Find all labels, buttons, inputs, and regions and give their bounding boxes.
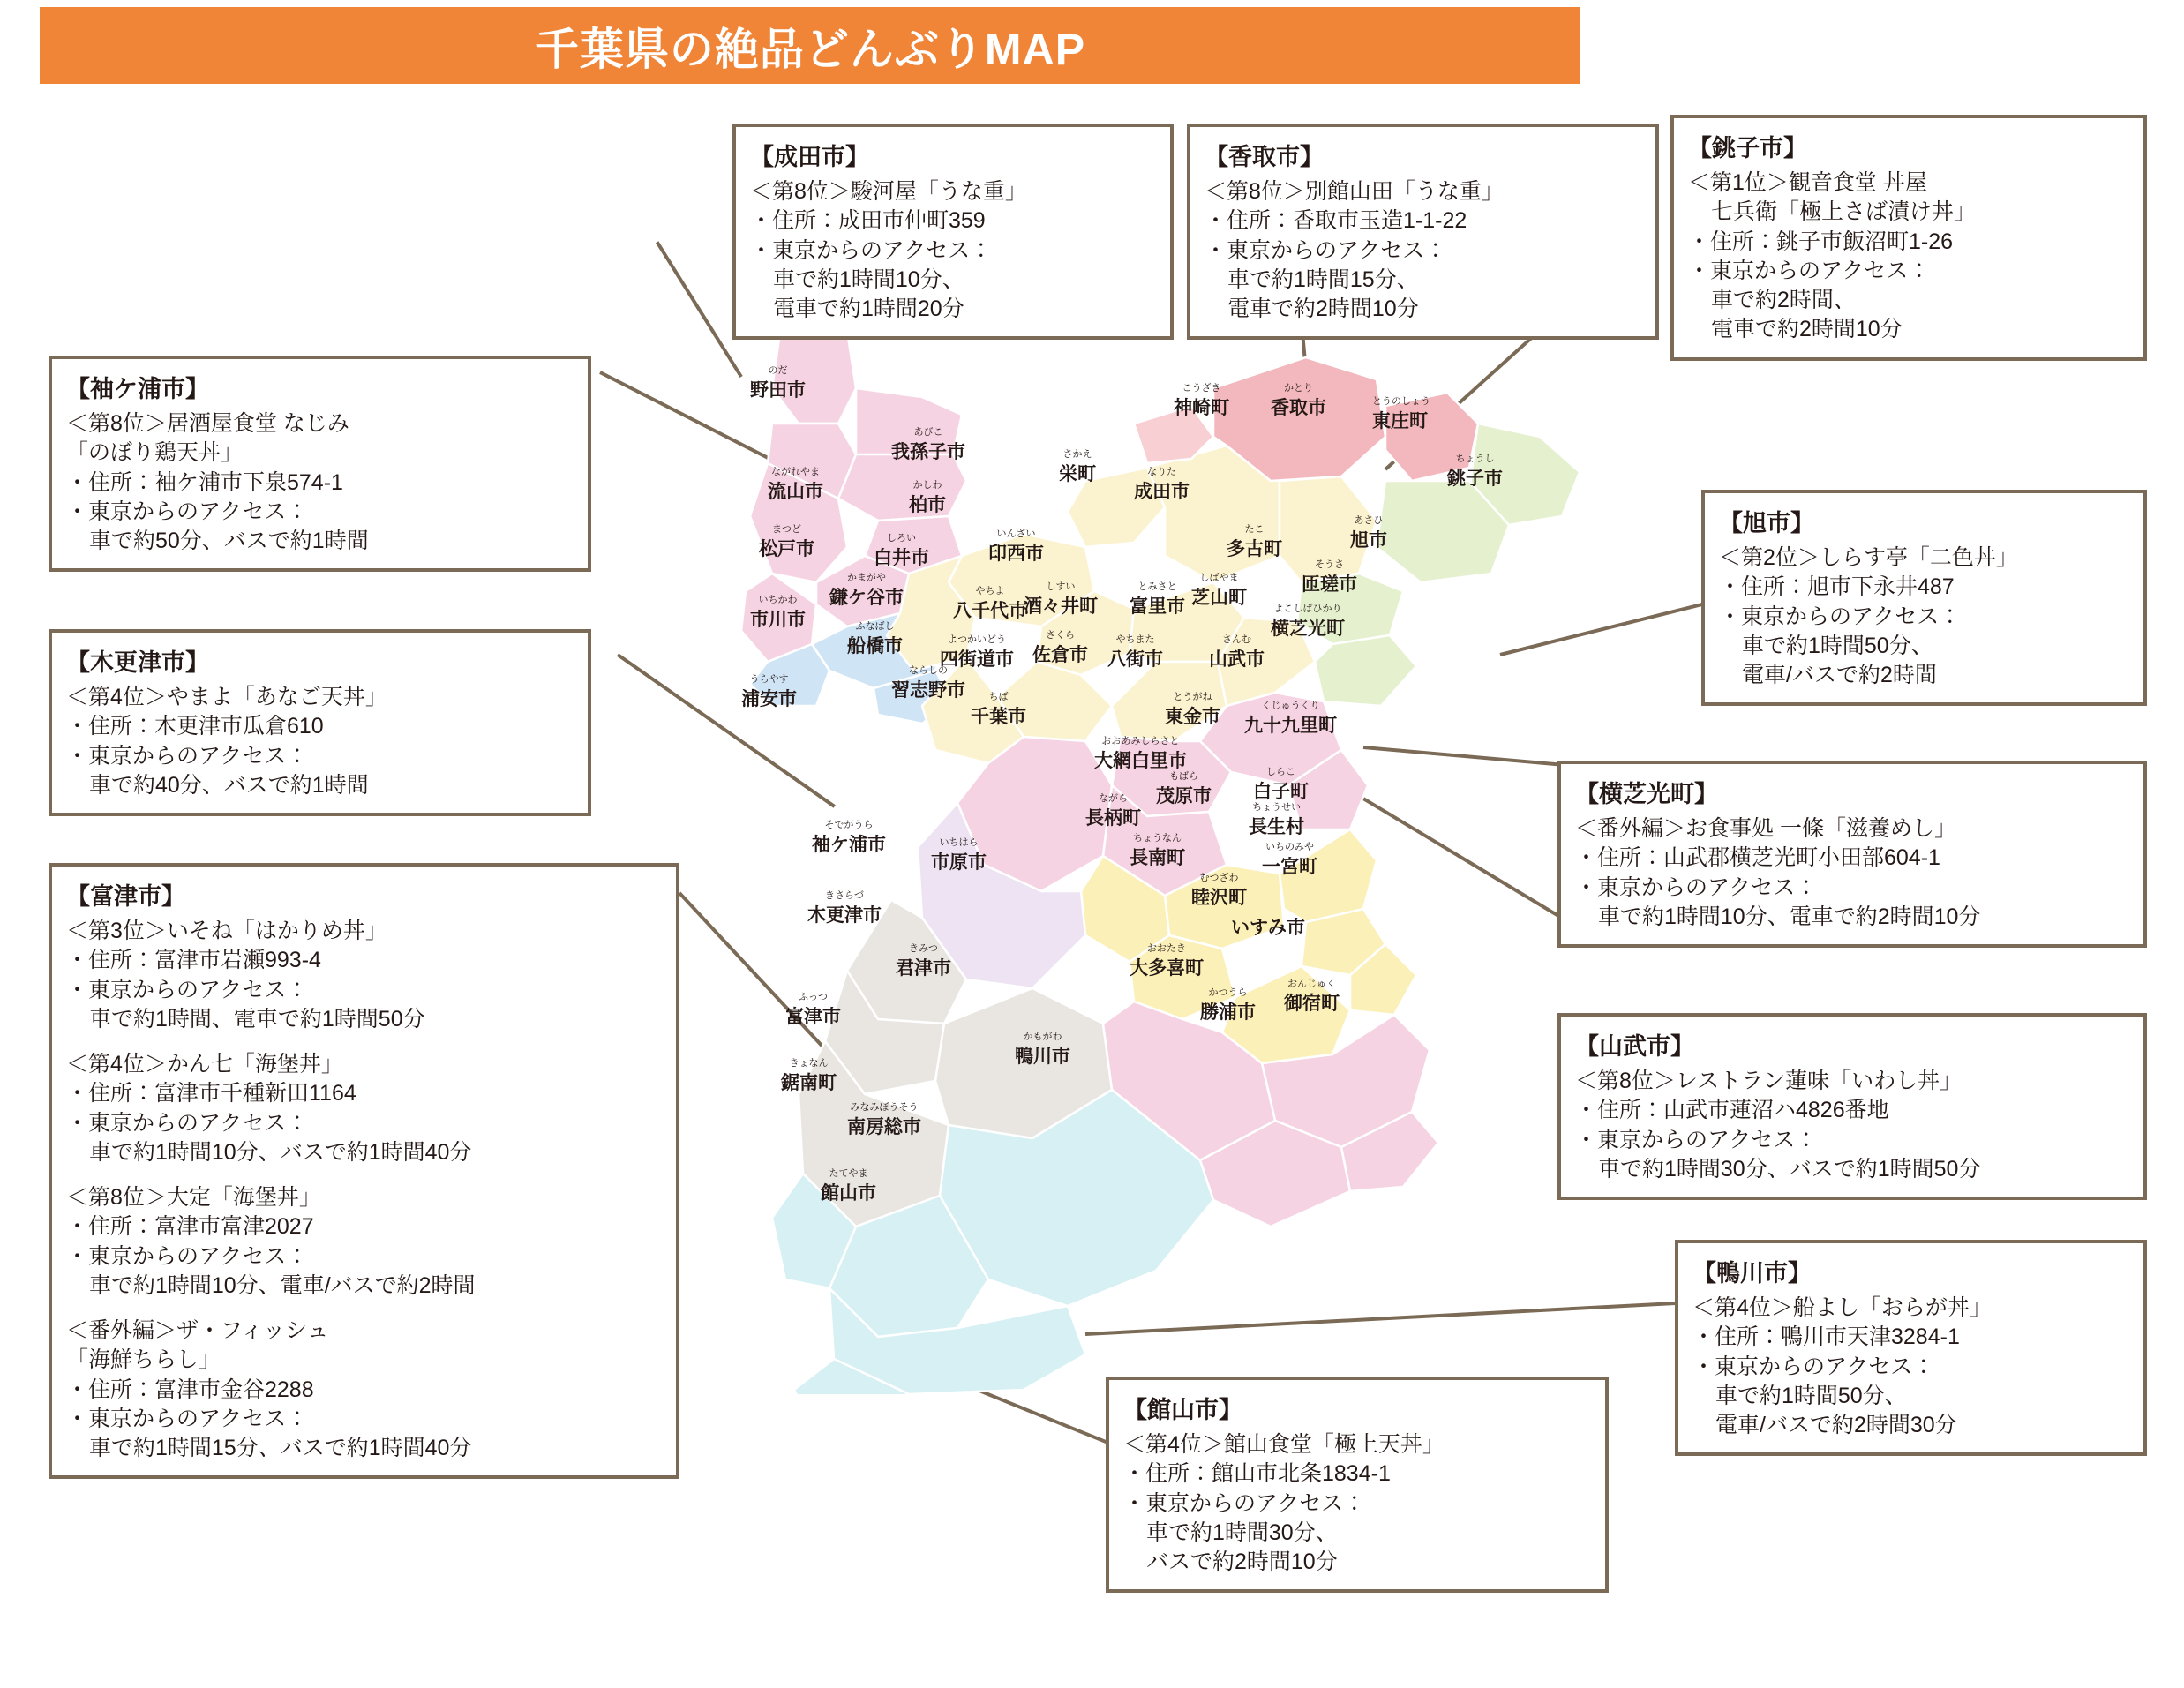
infobox-kamogawa-title: 【鴨川市】 bbox=[1692, 1260, 1812, 1287]
map-label-name: 印西市 bbox=[988, 544, 1044, 564]
map-label-香取市 bbox=[1271, 384, 1326, 420]
map-label-芝山町 bbox=[1191, 574, 1247, 610]
info-line: ・住所：木更津市瓜倉610 bbox=[66, 714, 324, 739]
line-spacer bbox=[66, 1034, 662, 1050]
info-line: ・東京からのアクセス： bbox=[1575, 874, 1818, 900]
map-label-ruby: かしわ bbox=[912, 480, 942, 491]
infobox-narita-title: 【成田市】 bbox=[750, 144, 869, 170]
map-label-ruby: よつかいどう bbox=[948, 634, 1006, 645]
map-label-name: 長南町 bbox=[1130, 848, 1185, 868]
info-line: ＜第8位＞別館山田「うな重」 bbox=[1205, 179, 1504, 204]
map-label-ruby: おんじゅく bbox=[1287, 979, 1336, 989]
map-label-ruby: たこ bbox=[1244, 524, 1265, 535]
infobox-choshi-title: 【銚子市】 bbox=[1688, 135, 1807, 161]
map-label-name: 千葉市 bbox=[971, 707, 1026, 727]
map-label-成田市 bbox=[1134, 468, 1190, 504]
map-label-ruby: きょなん bbox=[789, 1058, 829, 1069]
infobox-narita-body bbox=[750, 177, 1156, 324]
map-label-ruby: いちのみや bbox=[1265, 842, 1314, 852]
info-line: 電車/バスで約2時間 bbox=[1742, 663, 1937, 687]
map-label-ruby: あびこ bbox=[913, 427, 943, 438]
info-line: ・東京からのアクセス： bbox=[66, 1406, 309, 1431]
map-label-name: 流山市 bbox=[768, 482, 823, 502]
map-label-ruby: ちょうし bbox=[1455, 454, 1495, 464]
info-line: 「のぼり鶏天丼」 bbox=[66, 440, 244, 466]
map-label-name: 野田市 bbox=[750, 380, 806, 401]
info-line: 車で約2時間、 bbox=[1711, 288, 1856, 312]
map-label-鎌ケ谷市 bbox=[829, 574, 904, 610]
info-line: ＜第8位＞レストラン蓮味「いわし丼」 bbox=[1575, 1069, 1963, 1093]
map-label-ruby: かつうら bbox=[1208, 987, 1248, 998]
map-label-神崎町 bbox=[1174, 384, 1229, 420]
map-label-長南町 bbox=[1130, 834, 1185, 870]
map-label-南房総市 bbox=[847, 1103, 921, 1139]
map-label-鋸南町 bbox=[781, 1059, 837, 1095]
infobox-choshi bbox=[1670, 115, 2147, 361]
map-label-ruby: くじゅうくり bbox=[1261, 701, 1320, 711]
info-line: 電車で約1時間20分 bbox=[773, 296, 964, 321]
map-label-name: 多古町 bbox=[1227, 539, 1282, 559]
map-label-多古町 bbox=[1227, 525, 1282, 561]
map-label-ruby: あさひ bbox=[1354, 515, 1384, 526]
map-label-ruby: しすい bbox=[1046, 581, 1076, 592]
map-label-ruby: ふっつ bbox=[799, 992, 828, 1002]
map-label-name: 一宮町 bbox=[1262, 857, 1317, 877]
map-label-ruby: おおあみしらさと bbox=[1101, 736, 1180, 746]
map-label-name: 成田市 bbox=[1134, 482, 1190, 502]
map-label-ruby: そうさ bbox=[1315, 559, 1344, 570]
region-kashiwa bbox=[838, 454, 966, 521]
info-line: 電車で約2時間10分 bbox=[1227, 296, 1419, 321]
map-label-東金市 bbox=[1165, 693, 1220, 729]
map-label-ruby: かとり bbox=[1284, 383, 1313, 394]
infobox-futtsu bbox=[49, 863, 679, 1479]
map-label-name: 茂原市 bbox=[1156, 786, 1212, 806]
map-label-ruby: みなみぼうそう bbox=[850, 1102, 919, 1113]
info-line: ・住所：富津市千種新田1164 bbox=[66, 1081, 356, 1107]
map-label-ruby: とうがね bbox=[1173, 692, 1212, 702]
map-label-ruby: もばら bbox=[1169, 771, 1198, 782]
map-label-name: 香取市 bbox=[1271, 398, 1326, 418]
info-line: ・東京からのアクセス： bbox=[66, 743, 309, 769]
info-line: 車で約1時間10分、電車/バスで約2時間 bbox=[89, 1272, 476, 1298]
info-line: ・住所：香取市玉造1-1-22 bbox=[1205, 208, 1467, 234]
infobox-tateyama bbox=[1106, 1377, 1609, 1593]
infobox-futtsu-body bbox=[66, 917, 662, 1463]
map-label-ruby: やちまた bbox=[1115, 634, 1155, 645]
info-line: ・住所：成田市仲町359 bbox=[750, 208, 986, 234]
info-line: ＜第8位＞大定「海堡丼」 bbox=[66, 1185, 321, 1210]
map-label-千葉市 bbox=[971, 693, 1026, 729]
map-label-name: 船橋市 bbox=[847, 636, 903, 656]
info-line: 車で約1時間15分、 bbox=[1227, 266, 1419, 292]
infobox-tateyama-body bbox=[1123, 1430, 1591, 1577]
info-line: 車で約1時間、電車で約1時間50分 bbox=[89, 1006, 425, 1032]
map-label-ruby: いちかわ bbox=[758, 595, 798, 605]
map-label-木更津市 bbox=[807, 891, 882, 927]
map-label-name: 横芝光町 bbox=[1271, 619, 1345, 639]
info-line: ・住所：鴨川市天津3284-1 bbox=[1692, 1324, 1960, 1350]
map-label-佐倉市 bbox=[1032, 631, 1088, 667]
infobox-yokoshibahikari-title: 【横芝光町】 bbox=[1575, 781, 1718, 807]
map-label-栄町 bbox=[1059, 450, 1096, 486]
map-label-習志野市 bbox=[891, 666, 965, 702]
map-label-睦沢町 bbox=[1191, 874, 1247, 910]
map-label-茂原市 bbox=[1156, 772, 1212, 808]
map-label-ruby: しばやま bbox=[1199, 573, 1239, 583]
map-label-横芝光町 bbox=[1271, 604, 1345, 641]
info-line: ・東京からのアクセス： bbox=[750, 237, 993, 263]
map-label-浦安市 bbox=[741, 675, 797, 711]
map-label-name: 勝浦市 bbox=[1200, 1002, 1256, 1023]
info-line: ・東京からのアクセス： bbox=[66, 499, 309, 524]
map-label-name: 習志野市 bbox=[891, 680, 965, 701]
infobox-asahi-body bbox=[1719, 544, 2129, 690]
infobox-choshi-body bbox=[1688, 169, 2129, 345]
map-label-ruby: きみつ bbox=[909, 943, 938, 954]
connector-narita bbox=[656, 241, 743, 378]
map-label-name: 柏市 bbox=[909, 495, 946, 515]
infobox-yokoshibahikari-body bbox=[1575, 814, 2129, 932]
info-line: ・住所：袖ケ浦市下泉574-1 bbox=[66, 469, 343, 495]
map-label-我孫子市 bbox=[891, 428, 965, 464]
infobox-asahi bbox=[1701, 490, 2147, 706]
map-label-ruby: やちよ bbox=[975, 586, 1005, 596]
map-label-東庄町 bbox=[1372, 397, 1430, 433]
info-line: ＜第4位＞館山食堂「極上天丼」 bbox=[1123, 1432, 1445, 1457]
infobox-kisarazu-title: 【木更津市】 bbox=[66, 649, 209, 676]
line-spacer bbox=[66, 1301, 662, 1317]
map-label-銚子市 bbox=[1447, 454, 1503, 491]
map-label-name: 東庄町 bbox=[1372, 411, 1428, 431]
line-spacer bbox=[66, 1167, 662, 1183]
map-label-袖ケ浦市 bbox=[812, 821, 886, 857]
info-line: ＜第4位＞船よし「おらが丼」 bbox=[1692, 1295, 1992, 1320]
info-line: ・住所：山武郡横芝光町小田部604-1 bbox=[1575, 845, 1940, 871]
map-label-ruby: むつざわ bbox=[1199, 873, 1239, 883]
map-label-ruby: よこしばひかり bbox=[1273, 604, 1342, 614]
map-label-name: 松戸市 bbox=[759, 539, 814, 559]
map-label-ruby: しろい bbox=[887, 533, 916, 544]
map-label-ruby: なりた bbox=[1147, 467, 1176, 477]
map-label-name: 長柄町 bbox=[1085, 808, 1141, 829]
info-line: ＜番外編＞お食事処 一條「滋養めし」 bbox=[1575, 816, 1956, 841]
info-line: ＜第8位＞居酒屋食堂 なじみ bbox=[66, 411, 349, 436]
infobox-sodegaura-title: 【袖ケ浦市】 bbox=[66, 376, 209, 402]
infobox-sanmu-title: 【山武市】 bbox=[1575, 1033, 1694, 1060]
info-line: 「海鮮ちらし」 bbox=[66, 1347, 221, 1373]
map-label-白子町 bbox=[1253, 768, 1309, 804]
map-label-name: 栄町 bbox=[1059, 464, 1096, 484]
map-label-name: 白子町 bbox=[1253, 782, 1309, 802]
map-label-匝瑳市 bbox=[1302, 560, 1357, 596]
map-label-name: 浦安市 bbox=[741, 689, 797, 709]
map-label-ruby: おおたき bbox=[1147, 943, 1186, 954]
infobox-kamogawa-body bbox=[1692, 1294, 2129, 1440]
map-label-酒々井町 bbox=[1024, 582, 1098, 619]
infobox-katori-title: 【香取市】 bbox=[1205, 144, 1324, 170]
info-line: 車で約1時間50分、 bbox=[1742, 633, 1933, 658]
info-line: ・住所：銚子市飯沼町1-26 bbox=[1688, 229, 1954, 254]
map-label-name: 館山市 bbox=[821, 1183, 876, 1204]
info-line: 電車で約2時間10分 bbox=[1711, 317, 1903, 342]
map-label-name: 市川市 bbox=[750, 610, 806, 630]
map-label-ruby: きさらづ bbox=[825, 890, 864, 901]
map-label-白井市 bbox=[874, 534, 929, 570]
map-label-name: 大多喜町 bbox=[1130, 958, 1204, 979]
map-label-name: 袖ケ浦市 bbox=[812, 835, 886, 855]
info-line: ＜番外編＞ザ・フィッシュ bbox=[66, 1318, 329, 1343]
map-label-name: 富里市 bbox=[1130, 596, 1185, 617]
info-line: ・東京からのアクセス： bbox=[66, 1110, 309, 1136]
info-line: バスで約2時間10分 bbox=[1146, 1549, 1338, 1574]
info-line: 車で約1時間30分、バスで約1時間50分 bbox=[1598, 1156, 1981, 1182]
infobox-yokoshibahikari bbox=[1557, 761, 2147, 948]
info-line: ・住所：富津市岩瀬993-4 bbox=[66, 948, 321, 973]
info-line: 車で約1時間15分、バスで約1時間40分 bbox=[89, 1436, 472, 1460]
map-label-館山市 bbox=[821, 1169, 876, 1205]
map-label-name: 四街道市 bbox=[940, 649, 1014, 670]
map-label-name: 鋸南町 bbox=[781, 1073, 837, 1093]
map-label-ruby: うらやす bbox=[749, 674, 789, 685]
map-label-name: 神崎町 bbox=[1174, 398, 1229, 418]
map-label-八千代市 bbox=[953, 587, 1027, 623]
map-label-name: 我孫子市 bbox=[891, 442, 965, 462]
info-line: ・住所：富津市富津2027 bbox=[66, 1214, 314, 1240]
info-line: ・住所：旭市下永井487 bbox=[1719, 574, 1955, 600]
map-label-九十九里町 bbox=[1244, 701, 1337, 738]
map-label-富津市 bbox=[785, 993, 841, 1029]
infobox-narita bbox=[732, 124, 1174, 340]
map-label-八街市 bbox=[1107, 635, 1163, 671]
map-label-君津市 bbox=[896, 944, 951, 980]
info-line: 車で約1時間30分、 bbox=[1146, 1519, 1338, 1545]
map-label-ruby: のだ bbox=[768, 365, 788, 376]
map-label-旭市 bbox=[1350, 516, 1387, 552]
map-label-name: 銚子市 bbox=[1447, 469, 1503, 489]
map-label-ruby: さかえ bbox=[1062, 449, 1092, 460]
map-label-ruby: さくら bbox=[1046, 630, 1075, 641]
map-label-name: 白井市 bbox=[874, 548, 929, 568]
map-label-name: 八街市 bbox=[1107, 649, 1163, 670]
map-label-ruby: そでがうら bbox=[824, 820, 874, 830]
infobox-tateyama-title: 【館山市】 bbox=[1123, 1397, 1242, 1423]
region-yokoshibahikari bbox=[1315, 635, 1416, 706]
infobox-futtsu-title: 【富津市】 bbox=[66, 883, 185, 910]
map-label-勝浦市 bbox=[1200, 988, 1256, 1024]
info-line: 車で約40分、バスで約1時間 bbox=[89, 772, 369, 798]
info-line: 電車/バスで約2時間30分 bbox=[1715, 1413, 1957, 1437]
map-label-ruby: ならしの bbox=[909, 665, 948, 676]
info-line: 車で約50分、バスで約1時間 bbox=[89, 529, 369, 553]
map-label-ruby: ふなばし bbox=[855, 621, 895, 632]
map-label-name: 御宿町 bbox=[1284, 994, 1340, 1014]
map-label-印西市 bbox=[988, 529, 1044, 566]
map-label-船橋市 bbox=[847, 622, 903, 658]
map-label-ruby: とみさと bbox=[1137, 581, 1177, 592]
map-label-name: いすみ市 bbox=[1231, 918, 1305, 938]
info-line: ・東京からのアクセス： bbox=[66, 977, 309, 1002]
map-label-市原市 bbox=[931, 838, 987, 874]
map-label-松戸市 bbox=[759, 525, 814, 561]
info-line: ・東京からのアクセス： bbox=[1692, 1354, 1935, 1379]
info-line: ・住所：山武市蓮沼ハ4826番地 bbox=[1575, 1098, 1889, 1123]
info-line: ＜第2位＞しらす亭「二色丼」 bbox=[1719, 545, 2018, 570]
info-line: ・住所：館山市北条1834-1 bbox=[1123, 1461, 1391, 1487]
map-label-name: 八千代市 bbox=[953, 601, 1027, 621]
info-line: ＜第4位＞かん七「海堡丼」 bbox=[66, 1052, 343, 1077]
map-label-野田市 bbox=[750, 366, 806, 402]
info-line: ・東京からのアクセス： bbox=[1205, 237, 1447, 263]
info-line: ＜第4位＞やまよ「あなご天丼」 bbox=[66, 685, 387, 709]
map-label-name: 酒々井町 bbox=[1024, 596, 1098, 617]
map-label-ruby: しらこ bbox=[1266, 767, 1295, 777]
info-line: ＜第3位＞いそね「はかりめ丼」 bbox=[66, 919, 387, 943]
info-line: ・東京からのアクセス： bbox=[1719, 604, 1962, 629]
map-label-ruby: まつど bbox=[772, 524, 801, 535]
infobox-sanmu-body bbox=[1575, 1067, 2129, 1184]
map-label-流山市 bbox=[768, 468, 823, 504]
map-label-name: 市原市 bbox=[931, 852, 987, 873]
map-label-一宮町 bbox=[1262, 843, 1317, 879]
map-label-ruby: ながれやま bbox=[771, 467, 820, 477]
map-label-長生村 bbox=[1249, 803, 1304, 839]
map-label-市川市 bbox=[750, 596, 806, 632]
map-label-富里市 bbox=[1130, 582, 1185, 619]
map-label-name: 東金市 bbox=[1165, 707, 1220, 727]
info-line: ＜第8位＞駿河屋「うな重」 bbox=[750, 179, 1027, 204]
map-label-ruby: ちょうせい bbox=[1252, 802, 1301, 813]
infobox-kisarazu bbox=[49, 629, 591, 816]
map-label-ruby: いんざい bbox=[996, 529, 1036, 539]
map-label-ruby: ながら bbox=[1099, 793, 1128, 804]
map-label-name: 長生村 bbox=[1249, 817, 1304, 837]
info-line: ・東京からのアクセス： bbox=[1688, 258, 1931, 283]
info-line: 車で約1時間10分、 bbox=[773, 266, 964, 292]
map-label-name: 大網白里市 bbox=[1094, 751, 1187, 771]
map-label-name: 旭市 bbox=[1350, 530, 1387, 551]
map-label-name: 木更津市 bbox=[807, 905, 882, 926]
map-label-ruby: ちょうなん bbox=[1133, 833, 1182, 844]
map-label-name: 佐倉市 bbox=[1032, 645, 1088, 665]
info-line: 七兵衛「極上さば漬け丼」 bbox=[1711, 199, 1977, 225]
map-label-ruby: かもがわ bbox=[1023, 1032, 1062, 1042]
map-label-鴨川市 bbox=[1015, 1032, 1070, 1069]
map-label-山武市 bbox=[1209, 635, 1265, 671]
infobox-katori bbox=[1187, 124, 1659, 340]
info-line: ・住所：富津市金谷2288 bbox=[66, 1377, 314, 1402]
info-line: ・東京からのアクセス： bbox=[1123, 1490, 1366, 1516]
info-line: ＜第1位＞観音食堂 丼屋 bbox=[1688, 170, 1927, 195]
infobox-sanmu bbox=[1557, 1013, 2147, 1200]
map-label-柏市 bbox=[909, 481, 946, 517]
info-line: 車で約1時間10分、電車で約2時間10分 bbox=[1598, 904, 1981, 929]
map-label-name: 九十九里町 bbox=[1244, 716, 1337, 736]
map-label-name: 鴨川市 bbox=[1015, 1047, 1070, 1067]
map-label-ruby: かまがや bbox=[847, 573, 886, 583]
map-label-ruby: とうのしょう bbox=[1372, 396, 1430, 407]
infobox-asahi-title: 【旭市】 bbox=[1719, 510, 1814, 536]
map-label-四街道市 bbox=[940, 635, 1014, 671]
map-label-ruby: ちば bbox=[988, 692, 1009, 702]
infobox-sodegaura-body bbox=[66, 409, 574, 556]
infobox-kisarazu-body bbox=[66, 683, 574, 800]
map-label-長柄町 bbox=[1085, 794, 1141, 830]
infobox-katori-body bbox=[1205, 177, 1641, 324]
map-label-大網白里市 bbox=[1094, 737, 1187, 773]
map-label-name: 君津市 bbox=[896, 958, 951, 979]
infobox-sodegaura bbox=[49, 356, 591, 572]
map-label-name: 匝瑳市 bbox=[1302, 574, 1357, 595]
map-label-大多喜町 bbox=[1130, 944, 1204, 980]
map-label-name: 山武市 bbox=[1209, 649, 1265, 670]
infobox-kamogawa bbox=[1675, 1240, 2147, 1456]
map-label-ruby: たてやま bbox=[829, 1168, 868, 1179]
info-line: 車で約1時間10分、バスで約1時間40分 bbox=[89, 1139, 472, 1165]
map-label-ruby: こうざき bbox=[1182, 383, 1221, 394]
map-label-name: 睦沢町 bbox=[1191, 888, 1247, 908]
page-header bbox=[40, 7, 1580, 84]
info-line: ・東京からのアクセス： bbox=[1575, 1127, 1818, 1152]
map-label-name: 芝山町 bbox=[1191, 588, 1247, 608]
map-label-name: 南房総市 bbox=[847, 1117, 921, 1137]
map-label-name: 富津市 bbox=[785, 1007, 841, 1027]
info-line: ・東京からのアクセス： bbox=[66, 1243, 309, 1269]
map-label-ruby: いちはら bbox=[939, 837, 979, 848]
map-label-ruby: さんむ bbox=[1222, 634, 1251, 645]
info-line: 車で約1時間50分、 bbox=[1715, 1383, 1907, 1408]
map-label-御宿町 bbox=[1284, 979, 1340, 1016]
page-title: 千葉県の絶品どんぶりMAP bbox=[534, 24, 1086, 74]
map-label-name: 鎌ケ谷市 bbox=[829, 588, 904, 608]
map-label-いすみ市 bbox=[1231, 913, 1305, 940]
